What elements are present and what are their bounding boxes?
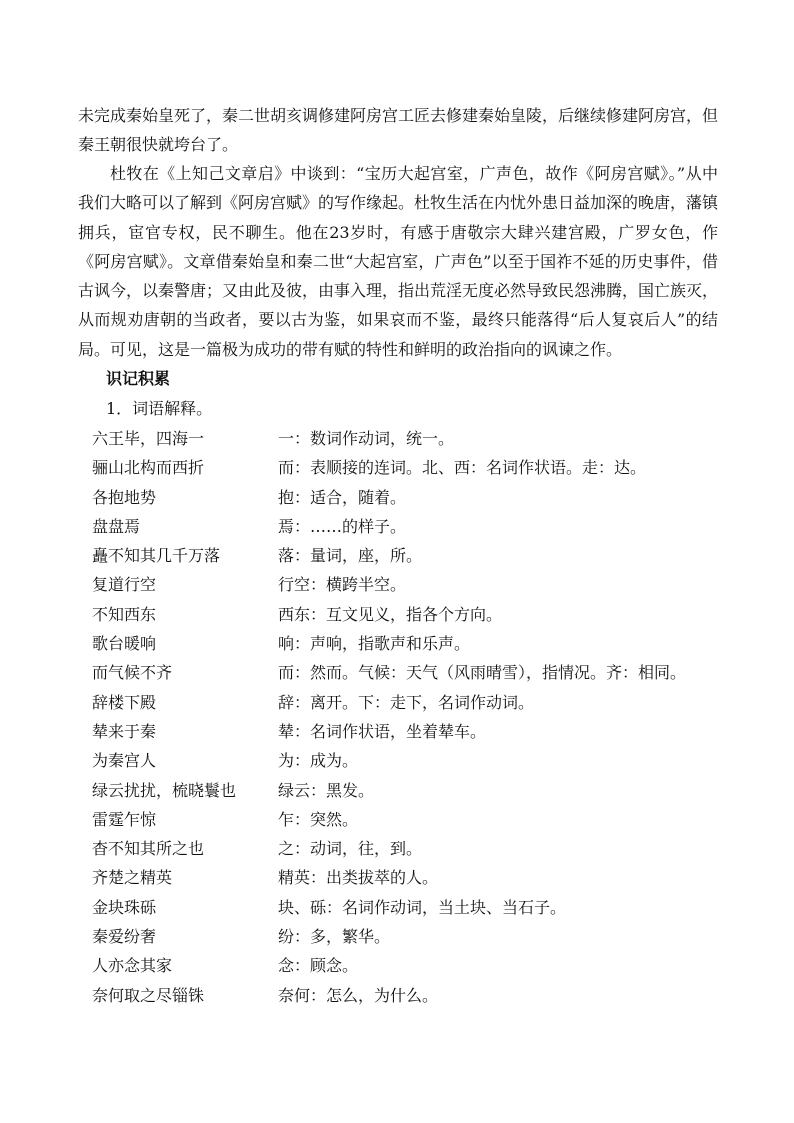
vocab-term: 为秦宫人 bbox=[92, 751, 157, 771]
vocab-gloss: 抱：适合，随着。 bbox=[278, 487, 407, 507]
vocab-term: 辇来于秦 bbox=[92, 721, 157, 741]
vocab-row bbox=[92, 483, 732, 512]
vocab-gloss: 行空：横跨半空。 bbox=[278, 575, 407, 595]
vocab-term: 人亦念其家 bbox=[92, 956, 173, 976]
vocab-row bbox=[92, 951, 732, 980]
vocab-list bbox=[92, 424, 732, 1010]
vocab-row bbox=[92, 600, 732, 629]
vocab-term: 奈何取之尽锱铢 bbox=[92, 985, 205, 1005]
vocab-term: 盘盘焉 bbox=[92, 516, 141, 536]
vocab-term: 金块珠砾 bbox=[92, 897, 157, 917]
vocab-gloss: 乍：突然。 bbox=[278, 809, 359, 829]
vocab-row bbox=[92, 424, 732, 453]
vocab-gloss: 纷：多，繁华。 bbox=[278, 927, 391, 947]
vocab-row bbox=[92, 512, 732, 541]
vocab-gloss: 念：顾念。 bbox=[278, 956, 359, 976]
vocab-gloss: 一：数词作动词，统一。 bbox=[278, 429, 455, 448]
vocab-gloss: 块、砾：名词作动词，当土块、当石子。 bbox=[278, 897, 567, 917]
vocab-term: 辞楼下殿 bbox=[92, 692, 157, 712]
vocab-row bbox=[92, 688, 732, 717]
vocab-term: 各抱地势 bbox=[92, 487, 157, 507]
vocab-gloss: 焉：……的样子。 bbox=[278, 516, 407, 536]
vocab-gloss: 奈何：怎么，为什么。 bbox=[278, 985, 439, 1005]
paragraph-1: 未完成秦始皇死了，秦二世胡亥调修建阿房宫工匠去修建秦始皇陵，后继续修建阿房宫，但秦王朝很快就垮台了。 bbox=[78, 106, 719, 155]
vocab-term: 雷霆乍惊 bbox=[92, 809, 157, 829]
vocab-gloss: 落：量词，座，所。 bbox=[278, 546, 423, 566]
vocab-gloss: 之：动词，往，到。 bbox=[278, 839, 423, 859]
vocab-row bbox=[92, 863, 732, 892]
vocab-row bbox=[92, 629, 732, 658]
vocab-row bbox=[92, 834, 732, 863]
vocab-term: 杳不知其所之也 bbox=[92, 839, 205, 859]
vocab-row bbox=[92, 541, 732, 570]
vocab-term: 复道行空 bbox=[92, 575, 157, 595]
vocab-gloss: 而：然而。气候：天气（风雨晴雪），指情况。齐：相同。 bbox=[278, 663, 687, 683]
paragraph-2: 杜牧在《上知己文章启》中谈到：“宝历大起宫室，广声色，故作《阿房宫赋》。”从中我们大略可以了解到《阿房宫赋》的写作缘起。杜牧生活在内忧外患日益加深的晚唐，藩镇拥兵，宦官专权，民不聊生。他在23岁时，有感于唐敬宗大肆兴建宫殿，广罗女色，作《阿房宫赋》。文章借秦始皇和秦二世“大起宫室，广声色”以至于国祚不延的历史事件，借古讽今，以秦警唐；又由此及彼，由事入理，指出荒淫无度必然导致民怨沸腾，国亡族灭，从而规劝唐朝的当政者，要以古为鉴，如果哀而不鉴，最终只能落得“后人复哀后人”的结局。可见，这是一篇极为成功的带有赋的特性和鲜明的政治指向的讽谏之作。 bbox=[78, 164, 719, 359]
vocab-row bbox=[92, 893, 732, 922]
vocab-gloss: 精英：出类拔萃的人。 bbox=[278, 868, 439, 888]
vocab-gloss: 辇：名词作状语，坐着辇车。 bbox=[278, 721, 487, 741]
vocab-row bbox=[92, 805, 732, 834]
vocab-gloss: 西东：互文见义，指各个方向。 bbox=[278, 604, 503, 624]
vocab-gloss: 辞：离开。下：走下，名词作动词。 bbox=[278, 692, 535, 712]
vocab-term: 不知西东 bbox=[92, 604, 157, 624]
vocab-gloss: 绿云：黑发。 bbox=[278, 780, 375, 800]
vocab-row bbox=[92, 776, 732, 805]
section-heading: 识记积累 bbox=[106, 369, 171, 388]
vocab-row bbox=[92, 922, 732, 951]
vocab-term: 歌台暖响 bbox=[92, 634, 157, 654]
vocab-row bbox=[92, 717, 732, 746]
vocab-row bbox=[92, 746, 732, 775]
vocab-row bbox=[92, 570, 732, 599]
subheading: 1．词语解释。 bbox=[106, 399, 213, 418]
vocab-gloss: 响：声响，指歌声和乐声。 bbox=[278, 634, 471, 654]
vocab-gloss: 为：成为。 bbox=[278, 751, 359, 771]
vocab-term: 矗不知其几千万落 bbox=[92, 546, 221, 566]
vocab-term: 齐楚之精英 bbox=[92, 868, 173, 888]
vocab-row bbox=[92, 658, 732, 687]
vocab-gloss: 而：表顺接的连词。北、西：名词作状语。走：达。 bbox=[278, 458, 647, 478]
vocab-term: 绿云扰扰，梳晓鬟也 bbox=[92, 780, 237, 800]
vocab-term: 秦爱纷奢 bbox=[92, 927, 157, 947]
vocab-row bbox=[92, 453, 732, 482]
vocab-term: 而气候不齐 bbox=[92, 663, 173, 683]
vocab-row bbox=[92, 981, 732, 1010]
vocab-term: 六王毕，四海一 bbox=[92, 429, 205, 448]
vocab-term: 骊山北构而西折 bbox=[92, 458, 205, 478]
